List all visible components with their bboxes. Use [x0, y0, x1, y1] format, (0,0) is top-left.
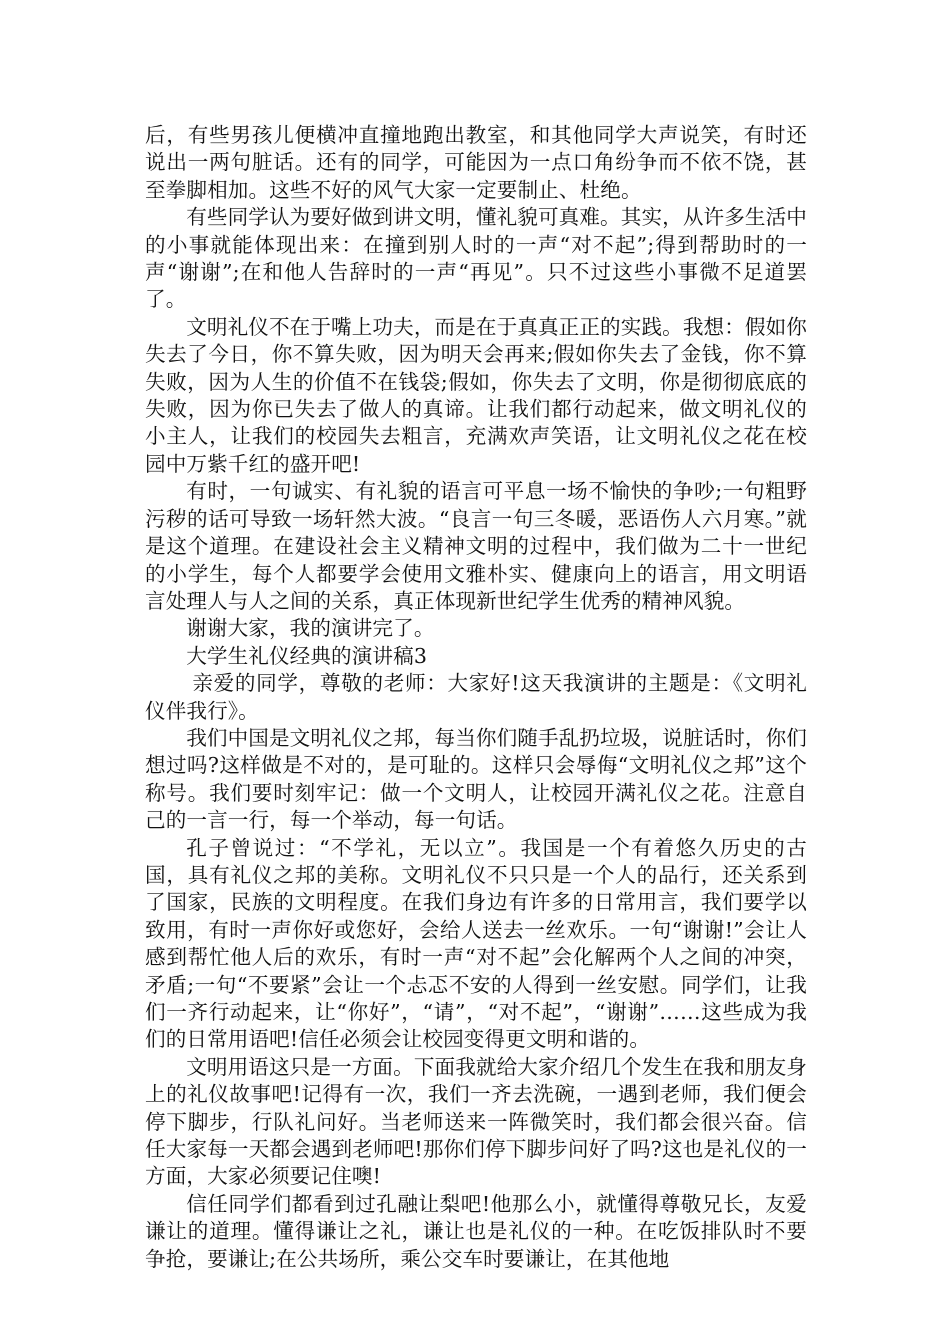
paragraph: 有些同学认为要好做到讲文明，懂礼貌可真难。其实，从许多生活中的小事就能体现出来：在撞到别人时的一声“对不起”;得到帮助时的一声“谢谢”;在和他人告辞时的一声“再见”。只不过这些小事微不足道罢了。	[145, 205, 807, 312]
paragraph: 文明用语这只是一方面。下面我就给大家介绍几个发生在我和朋友身上的礼仪故事吧!记得有一次，我们一齐去洗碗，一遇到老师，我们便会停下脚步，行队礼问好。当老师送来一阵微笑时，我们都会很兴奋。信任大家每一天都会遇到老师吧!那你们停下脚步问好了吗?这也是礼仪的一方面，大家必须要记住噢!	[145, 1054, 807, 1189]
paragraph: 我们中国是文明礼仪之邦，每当你们随手乱扔垃圾，说脏话时，你们想过吗?这样做是不对的，是可耻的。这样只会辱侮“文明礼仪之邦”这个称号。我们要时刻牢记：做一个文明人，让校园开满礼仪之花。注意自己的一言一行，每一个举动，每一句话。	[145, 725, 807, 833]
paragraph: 文明礼仪不在于嘴上功夫，而是在于真真正正的实践。我想：假如你失去了今日，你不算失败，因为明天会再来;假如你失去了金钱，你不算失败，因为人生的价值不在钱袋;假如，你失去了文明，你是彻彻底底的失败，因为你已失去了做人的真谛。让我们都行动起来，做文明礼仪的小主人，让我们的校园失去粗言，充满欢声笑语，让文明礼仪之花在校园中万紫千红的盛开吧!	[145, 314, 807, 476]
paragraph: 孔子曾说过：“不学礼，无以立”。我国是一个有着悠久历史的古国，具有礼仪之邦的美称。文明礼仪不只只是一个人的品行，还关系到了国家，民族的文明程度。在我们身边有许多的日常用言，我们要学以致用，有时一声你好或您好，会给人送去一丝欢乐。一句“谢谢!”会让人感到帮忙他人后的欢乐，有时一声“对不起”会化解两个人之间的冲突，矛盾;一句“不要紧”会让一个忐忑不安的人得到一丝安慰。同学们，让我们一齐行动起来，让“你好”，“请”，“对不起”，“谢谢”……这些成为我们的日常用语吧!信任必须会让校园变得更文明和谐的。	[145, 835, 807, 1052]
paragraph: 信任同学们都看到过孔融让梨吧!他那么小，就懂得尊敬兄长，友爱谦让的道理。懂得谦让之礼，谦让也是礼仪的一种。在吃饭排队时不要争抢，要谦让;在公共场所，乘公交车时要谦让，在其他地	[145, 1191, 807, 1271]
paragraph: 亲爱的同学，尊敬的老师：大家好!这天我演讲的主题是：《文明礼仪伴我行》。	[145, 671, 807, 723]
section-heading: 大学生礼仪经典的演讲稿3	[186, 643, 428, 668]
paragraph: 谢谢大家，我的演讲完了。	[186, 616, 435, 641]
document-body	[145, 122, 807, 1273]
paragraph: 有时，一句诚实、有礼貌的语言可平息一场不愉快的争吵;一句粗野污秽的话可导致一场轩然大波。“良言一句三冬暖，恶语伤人六月寒。”就是这个道理。在建设社会主义精神文明的过程中，我们做为二十一世纪的小学生，每个人都要学会使用文雅朴实、健康向上的语言，用文明语言处理人与人之间的关系，真正体现新世纪学生优秀的精神风貌。	[145, 479, 807, 613]
paragraph: 后，有些男孩儿便横冲直撞地跑出教室，和其他同学大声说笑，有时还说出一两句脏话。还有的同学，可能因为一点口角纷争而不依不饶，甚至拳脚相加。这些不好的风气大家一定要制止、杜绝。	[145, 123, 807, 202]
